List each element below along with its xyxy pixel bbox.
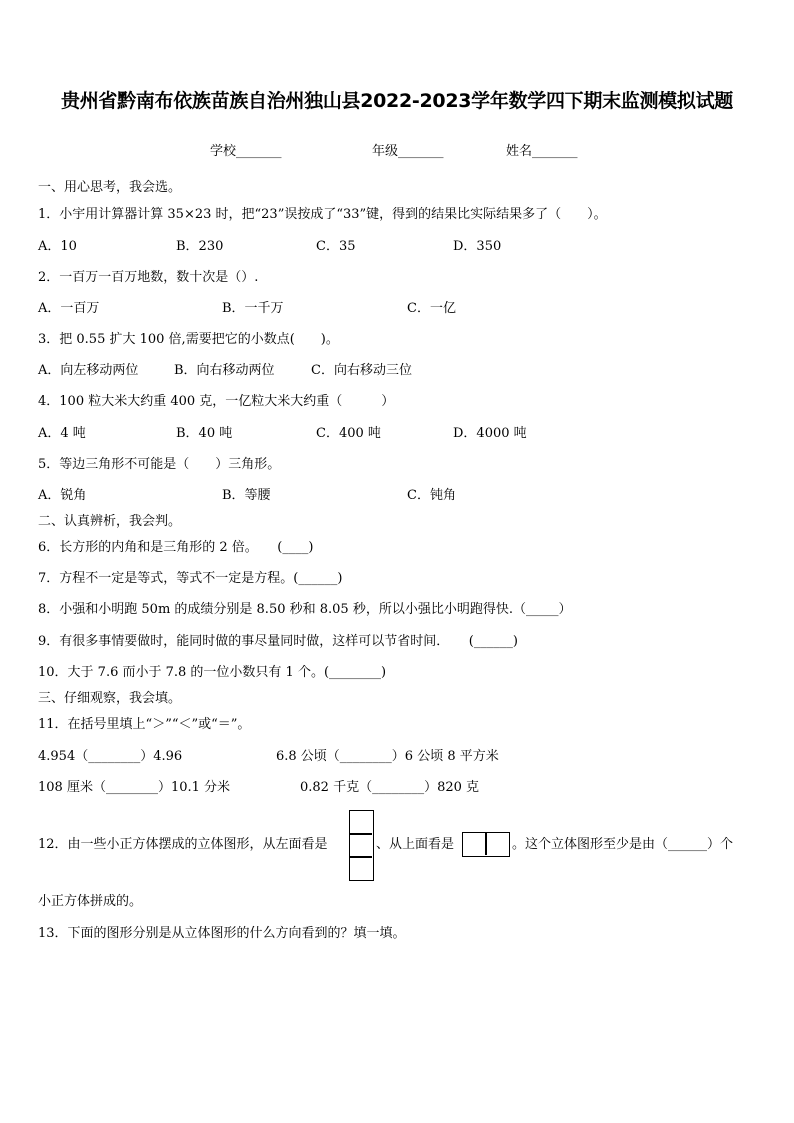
section1-heading: 一、用心思考，我会选。 bbox=[38, 180, 182, 195]
q1-text: 1．小宇用计算器计算 35×23 时，把“23”误按成了“33”键，得到的结果比实际结果多了（ ）。 bbox=[38, 207, 607, 222]
q1-option-c: C．35 bbox=[316, 239, 356, 254]
q10-text: 10．大于 7.6 而小于 7.8 的一位小数只有 1 个。(________) bbox=[38, 665, 387, 680]
q5-option-b: B．等腰 bbox=[222, 488, 271, 503]
q7-text: 7．方程不一定是等式，等式不一定是方程。(______) bbox=[38, 571, 343, 586]
q1-option-b: B．230 bbox=[176, 239, 224, 254]
q4-option-d: D．4000 吨 bbox=[453, 426, 527, 441]
q4-option-a: A．4 吨 bbox=[38, 426, 86, 441]
q11-item-1: 4.954（________）4.96 bbox=[38, 749, 183, 764]
q12-text-part3: 。这个立体图形至少是由（______）个 bbox=[512, 837, 734, 852]
name-field: 姓名_______ bbox=[506, 144, 578, 159]
q4-option-b: B．40 吨 bbox=[176, 426, 233, 441]
q12-text-part1: 12．由一些小正方体摆成的立体图形，从左面看是 bbox=[38, 837, 328, 852]
left-view-figure bbox=[349, 810, 374, 881]
q3-text: 3．把 0.55 扩大 100 倍,需要把它的小数点( )。 bbox=[38, 332, 339, 347]
top-view-figure bbox=[462, 832, 510, 857]
q9-text: 9．有很多事情要做时，能同时做的事尽量同时做，这样可以节省时间． (______) bbox=[38, 634, 518, 649]
q2-option-b: B．一千万 bbox=[222, 301, 284, 316]
q5-option-a: A．锐角 bbox=[38, 488, 87, 503]
q5-text: 5．等边三角形不可能是（ ）三角形。 bbox=[38, 457, 281, 472]
q11-item-3: 108 厘米（________）10.1 分米 bbox=[38, 780, 231, 795]
q11-text: 11．在括号里填上“＞”“＜”或“＝”。 bbox=[38, 717, 251, 732]
q12-text-part2: 、从上面看是 bbox=[376, 837, 455, 852]
q5-option-c: C．钝角 bbox=[407, 488, 456, 503]
q2-option-a: A．一百万 bbox=[38, 301, 100, 316]
section2-heading: 二、认真辨析，我会判。 bbox=[38, 514, 182, 529]
q11-item-2: 6.8 公顷（________）6 公顷 8 平方米 bbox=[276, 749, 499, 764]
section3-heading: 三、仔细观察，我会填。 bbox=[38, 691, 182, 706]
q1-option-d: D．350 bbox=[453, 239, 502, 254]
q11-item-4: 0.82 千克（________）820 克 bbox=[300, 780, 480, 795]
q3-option-b: B．向右移动两位 bbox=[174, 363, 275, 378]
q2-text: 2．一百万一百万地数，数十次是（）. bbox=[38, 270, 259, 285]
q4-text: 4．100 粒大米大约重 400 克，一亿粒大米大约重（ ） bbox=[38, 394, 395, 409]
q6-text: 6．长方形的内角和是三角形的 2 倍。 (____) bbox=[38, 540, 314, 555]
q8-text: 8．小强和小明跑 50m 的成绩分别是 8.50 秒和 8.05 秒，所以小强比小明跑得快.（_____） bbox=[38, 602, 572, 617]
page-title: 贵州省黔南布依族苗族自治州独山县2022-2023学年数学四下期末监测模拟试题 bbox=[61, 90, 733, 112]
q13-text: 13．下面的图形分别是从立体图形的什么方向看到的？填一填。 bbox=[38, 926, 406, 941]
school-field: 学校_______ bbox=[210, 144, 282, 159]
q3-option-a: A．向左移动两位 bbox=[38, 363, 139, 378]
grade-field: 年级_______ bbox=[372, 144, 444, 159]
q12-text-part4: 小正方体拼成的。 bbox=[38, 894, 143, 909]
q1-option-a: A．10 bbox=[38, 239, 77, 254]
q2-option-c: C．一亿 bbox=[407, 301, 456, 316]
q4-option-c: C．400 吨 bbox=[316, 426, 381, 441]
q3-option-c: C．向右移动三位 bbox=[311, 363, 412, 378]
